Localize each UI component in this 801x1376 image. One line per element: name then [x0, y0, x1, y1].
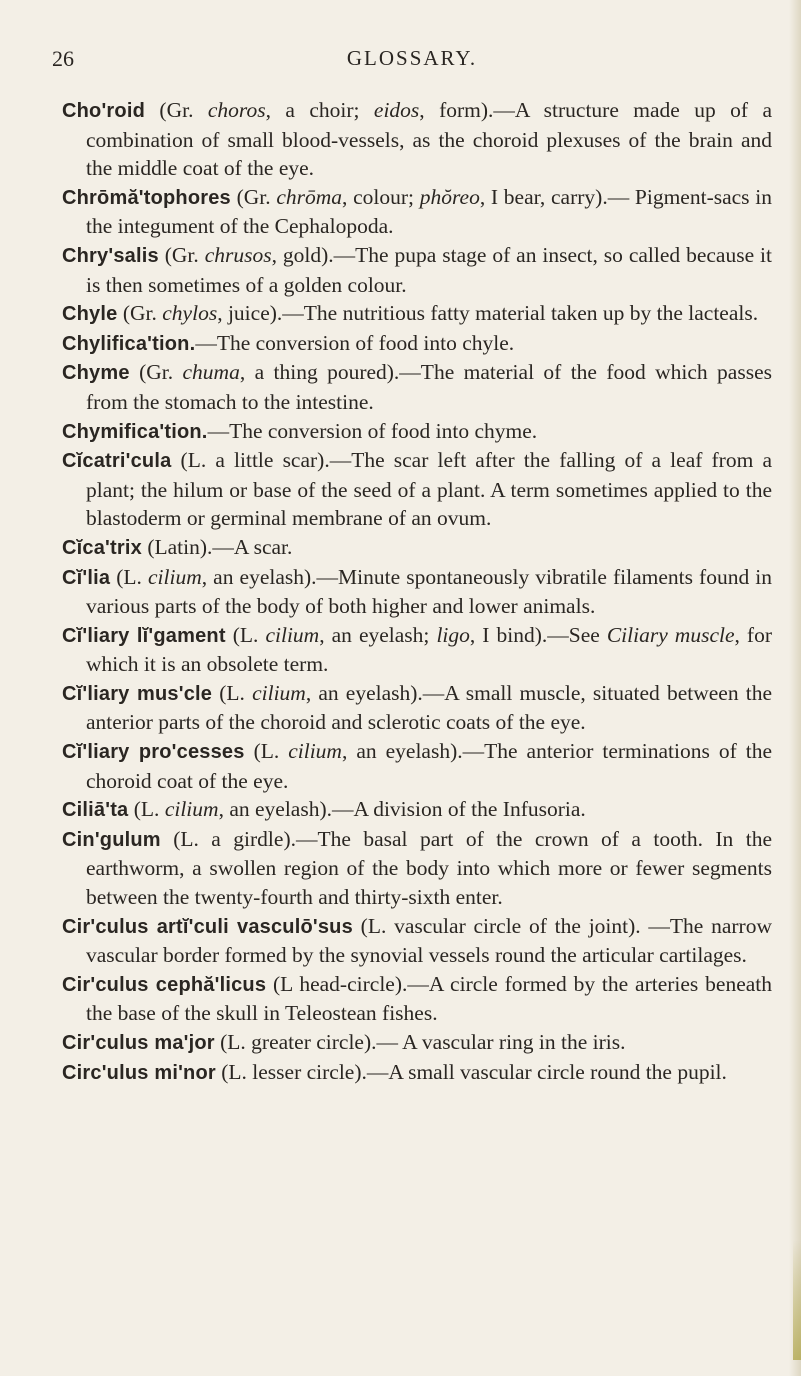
glossary-entry — [62, 825, 772, 912]
glossary-headword: Cĭca'trix — [62, 536, 142, 559]
definition-text: , I bear, carry).— Pigment-sacs in the integument of the Cephalopoda. — [86, 184, 772, 239]
glossary-headword: Cin'gulum — [62, 828, 161, 851]
definition-text: (L. — [128, 797, 165, 822]
definition-text: (L. a girdle).—The basal part of the crown of a tooth. In the earthworm, a swollen region of the body into which more or fewer segments between the twenty-fourth and thirty-sixth enter. — [86, 826, 772, 910]
glossary-headword: Chry'salis — [62, 244, 159, 267]
definition-text: , colour; — [342, 184, 420, 209]
etymology-word: cilium — [148, 564, 202, 589]
definition-text: (L head-circle).—A circle formed by the arteries beneath the base of the skull in Teleostean fishes. — [86, 971, 772, 1026]
etymology-word: cilium — [164, 797, 219, 822]
glossary-headword: Cĭcatri'cula — [62, 450, 172, 473]
glossary-entry — [62, 329, 772, 359]
etymology-word: phŏreo — [419, 184, 480, 209]
definition-text: (Gr. — [158, 242, 205, 267]
page-number: 26 — [52, 46, 74, 71]
glossary-entry — [62, 1058, 772, 1088]
glossary-entry — [62, 299, 772, 329]
glossary-headword: Chylifica'tion. — [62, 332, 196, 355]
definition-text: , a thing poured).—The material of the food which passes from the stomach to the intestine. — [86, 360, 772, 414]
etymology-word: chrōma — [276, 184, 343, 209]
definition-text: —The conversion of food into chyle. — [195, 330, 515, 355]
glossary-entry — [62, 621, 772, 679]
glossary-headword: Cĭ'liary pro'cesses — [62, 741, 245, 764]
etymology-word: choros — [207, 98, 266, 122]
glossary-headword: Cĭ'lia — [62, 566, 111, 589]
definition-text: (Gr. — [230, 184, 277, 209]
glossary-entry — [62, 417, 772, 447]
glossary-headword: Cho'roid — [62, 100, 146, 122]
glossary-headword: Cir'culus artĭ'culi vasculō'sus — [62, 915, 353, 938]
etymology-word: cilium — [265, 622, 320, 647]
glossary-headword: Chyle — [62, 303, 118, 326]
definition-text: (Gr. — [129, 360, 183, 385]
definition-text: , for which it is an obsolete term. — [86, 622, 772, 677]
definition-text: , an eyelash; — [319, 622, 437, 647]
definition-text: (L. vascular circle of the joint). —The narrow vascular border formed by the synovial vessels round the articular cartilages. — [86, 913, 772, 968]
running-head: GLOSSARY. — [346, 46, 478, 70]
etymology-word: cilium — [252, 680, 306, 705]
glossary-headword: Cĭ'liary lĭ'gament — [62, 624, 226, 647]
glossary-entry — [62, 446, 772, 533]
definition-text: (L. — [110, 564, 148, 589]
definition-text: , an eyelash).—The anterior terminations of the choroid coat of the eye. — [86, 739, 772, 793]
definition-text: —The conversion of food into chyme. — [207, 418, 538, 443]
glossary-headword: Ciliā'ta — [62, 799, 129, 822]
definition-text: , I bind).—See — [469, 622, 607, 647]
etymology-word: chuma — [182, 360, 240, 385]
etymology-word: chylos — [162, 301, 218, 326]
glossary-entry — [62, 533, 772, 563]
definition-text: , an eyelash).—A small muscle, situated between the anterior parts of the choroid and sclerotic coats of the eye. — [86, 680, 772, 735]
definition-text: , a choir; — [265, 98, 374, 122]
glossary-headword: Cĭ'liary mus'cle — [62, 682, 213, 705]
etymology-word: eidos — [373, 98, 420, 122]
etymology-word: ligo — [436, 622, 470, 647]
glossary-headword: Cir'culus cephă'licus — [62, 973, 267, 996]
glossary-entry — [62, 912, 772, 970]
page-edge-stain — [793, 1240, 801, 1360]
glossary-headword: Chymifica'tion. — [62, 420, 208, 443]
definition-text: (L. — [225, 622, 266, 647]
glossary-entry — [62, 96, 772, 183]
glossary-headword: Chrōmă'tophores — [62, 186, 231, 209]
glossary-entry — [62, 679, 772, 737]
glossary-entry — [62, 241, 772, 299]
glossary-headword: Cir'culus ma'jor — [62, 1032, 215, 1054]
definition-text: (L. — [244, 739, 289, 764]
definition-text: , an eyelash).—A division of the Infusoria. — [218, 797, 586, 822]
etymology-word: chrusos — [204, 242, 272, 267]
glossary-headword: Circ'ulus mi'nor — [62, 1061, 216, 1084]
definition-text: , juice).—The nutritious fatty material taken up by the lacteals. — [217, 301, 759, 326]
definition-text: (L. greater circle).— A vascular ring in the iris. — [214, 1030, 626, 1054]
glossary-entry — [62, 563, 772, 621]
glossary-entry — [62, 1028, 772, 1058]
page-header — [52, 46, 772, 78]
definition-text: (Latin).—A scar. — [141, 534, 293, 559]
glossary-entry — [62, 183, 772, 241]
glossary-headword: Chyme — [62, 362, 130, 385]
definition-text: (L. a little scar).—The scar left after the falling of a leaf from a plant; the hilum or base of the seed of a plant. A term sometimes applied to the blastoderm or germinal membrane of an ovum. — [86, 448, 772, 531]
glossary-entry — [62, 737, 772, 795]
page-edge-shadow — [789, 0, 801, 1376]
definition-text: (Gr. — [145, 98, 208, 122]
cross-reference: Ciliary muscle — [606, 622, 735, 647]
definition-text: , gold).—The pupa stage of an insect, so called because it is then sometimes of a golden colour. — [86, 242, 772, 297]
definition-text: , an eyelash).—Minute spontaneously vibratile filaments found in various parts of the body of both higher and lower animals. — [86, 564, 772, 619]
definition-text: (L. lesser circle).—A small vascular circle round the pupil. — [215, 1059, 727, 1084]
definition-text: , form).—A structure made up of a combination of small blood-vessels, as the choroid plexuses of the brain and the middle coat of the eye. — [86, 98, 772, 181]
definition-text: (L. — [212, 680, 253, 705]
glossary-entry — [62, 795, 772, 825]
definition-text: (Gr. — [117, 301, 163, 326]
glossary-entry — [62, 358, 772, 416]
glossary-entries — [62, 96, 772, 1087]
glossary-entry — [62, 970, 772, 1028]
etymology-word: cilium — [288, 739, 342, 764]
